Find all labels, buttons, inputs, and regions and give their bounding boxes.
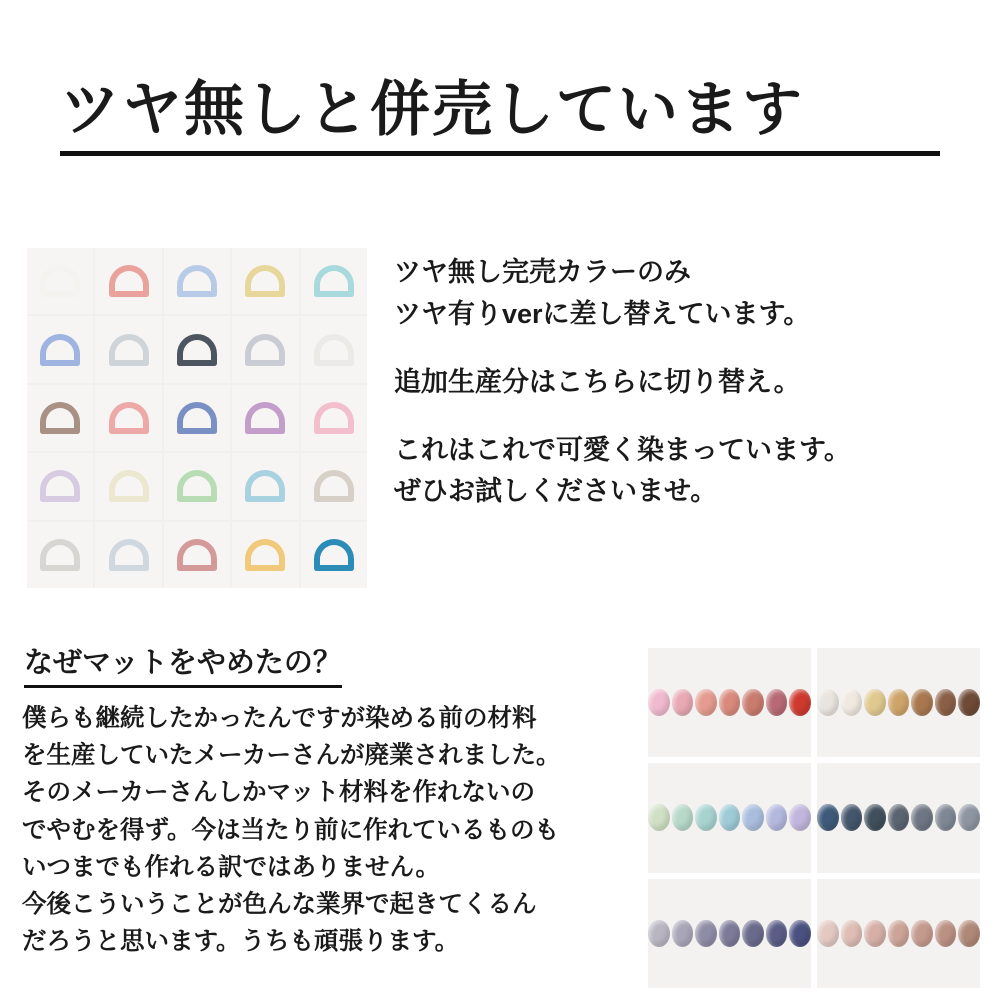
dring-cell (301, 316, 367, 382)
dring-swatch-r1c2 (109, 265, 149, 297)
dring-swatch-r5c3 (177, 539, 217, 571)
bead-swatch (648, 920, 670, 947)
bead-swatch (672, 689, 694, 716)
dring-swatch-r5c2 (109, 539, 149, 571)
dring-swatch-r2c2 (109, 334, 149, 366)
dring-cell (27, 522, 93, 588)
dring-swatch-r3c1 (40, 402, 80, 434)
dring-cell (27, 453, 93, 519)
dring-swatch-r3c2 (109, 402, 149, 434)
bead-swatch (672, 804, 694, 831)
dring-cell (301, 453, 367, 519)
bead-swatch (817, 920, 839, 947)
bead-swatch (958, 804, 980, 831)
dring-cell (232, 453, 298, 519)
dring-swatch-r2c1 (40, 334, 80, 366)
dring-cell (95, 385, 161, 451)
bead-swatch (766, 920, 788, 947)
note-line: これはこれで可愛く染まっています。 (394, 434, 851, 465)
dring-swatch-r4c1 (40, 470, 80, 502)
dring-cell (164, 522, 230, 588)
notes-block (394, 252, 984, 513)
dring-swatch-r1c4 (245, 265, 285, 297)
qa-line: そのメーカーさんしかマット材料を作れないの (22, 779, 536, 807)
bead-swatch (719, 689, 741, 716)
bead-swatch (719, 920, 741, 947)
dring-cell (164, 453, 230, 519)
bead-swatch (864, 920, 886, 947)
qa-line: いつまでも作れる訳ではありません。 (22, 853, 440, 881)
bead-swatch (766, 804, 788, 831)
dring-swatch-r4c4 (245, 470, 285, 502)
dring-swatch-r1c3 (177, 265, 217, 297)
qa-line: 僕らも継続したかったんですが染める前の材料 (22, 705, 537, 732)
dring-swatch-r4c3 (177, 470, 217, 502)
bead-swatch (817, 689, 839, 716)
bead-swatch (817, 804, 839, 831)
dring-cell (301, 248, 367, 314)
note-paragraph-1 (394, 252, 984, 336)
dring-swatch-r5c1 (40, 539, 80, 571)
dring-cell (95, 522, 161, 588)
dring-cell (301, 385, 367, 451)
bead-swatch (841, 920, 863, 947)
dring-swatch-r5c4 (245, 539, 285, 571)
bead-swatch (742, 920, 764, 947)
bead-panel-6 (817, 879, 980, 988)
bead-swatch (719, 804, 741, 831)
bead-panel-2 (817, 648, 980, 757)
bead-panel-5 (648, 879, 811, 988)
dring-cell (27, 248, 93, 314)
bead-swatch (695, 804, 717, 831)
bead-swatch (935, 689, 957, 716)
dring-swatch-r3c5 (314, 402, 354, 434)
bead-panel-1 (648, 648, 811, 757)
dring-swatch-r2c4 (245, 334, 285, 366)
dring-cell (232, 385, 298, 451)
page-title: ツヤ無しと併売しています (60, 78, 940, 156)
bead-swatch (911, 689, 933, 716)
bead-swatch (935, 804, 957, 831)
qa-line: 今後こういうことが色んな業界で起きてくるん (22, 891, 537, 919)
dring-cell (27, 385, 93, 451)
dring-cell (301, 522, 367, 588)
dring-swatch-r1c5 (314, 265, 354, 297)
dring-cell (164, 248, 230, 314)
bead-swatch (888, 920, 910, 947)
bead-swatch (695, 689, 717, 716)
bead-swatch (888, 804, 910, 831)
qa-body (22, 700, 642, 961)
bead-swatch (742, 689, 764, 716)
dring-cell (164, 316, 230, 382)
note-paragraph-2 (394, 362, 984, 404)
bead-photo-grid (648, 648, 980, 988)
note-line: ぜひお試しくださいませ。 (394, 476, 718, 507)
bead-swatch (841, 689, 863, 716)
dring-swatch-r5c5 (314, 539, 354, 571)
bead-swatch (841, 804, 863, 831)
note-line: ツヤ有りverに差し替えています。 (394, 298, 811, 329)
note-line: ツヤ無し完売カラーのみ (394, 257, 691, 287)
bead-panel-4 (817, 763, 980, 872)
bead-swatch (766, 689, 788, 716)
bead-swatch (695, 920, 717, 947)
qa-heading: なぜマットをやめたの？ (24, 640, 342, 688)
bead-swatch (911, 920, 933, 947)
bead-swatch (742, 804, 764, 831)
bead-panel-3 (648, 763, 811, 872)
bead-swatch (648, 804, 670, 831)
dring-cell (232, 522, 298, 588)
bead-swatch (935, 920, 957, 947)
bead-swatch (888, 689, 910, 716)
bead-swatch (672, 920, 694, 947)
dring-swatch-r2c3 (177, 334, 217, 366)
qa-line: を生産していたメーカーさんが廃業されました。 (22, 742, 561, 770)
dring-swatch-r2c5 (314, 334, 354, 366)
note-paragraph-3 (394, 430, 984, 514)
dring-cell (95, 248, 161, 314)
bead-swatch (789, 920, 811, 947)
bead-swatch (958, 920, 980, 947)
dring-cell (95, 316, 161, 382)
dring-swatch-r3c3 (177, 402, 217, 434)
dring-cell (232, 248, 298, 314)
qa-line: だろうと思います。うちも頑張ります。 (22, 928, 460, 956)
dring-cell (232, 316, 298, 382)
dring-swatch-r4c2 (109, 470, 149, 502)
bead-swatch (864, 689, 886, 716)
dring-swatch-r4c5 (314, 470, 354, 502)
dring-color-grid (27, 248, 367, 588)
bead-swatch (789, 804, 811, 831)
bead-swatch (911, 804, 933, 831)
bead-swatch (789, 689, 811, 716)
note-line: 追加生産分はこちらに切り替え。 (394, 366, 801, 397)
bead-swatch (864, 804, 886, 831)
dring-cell (95, 453, 161, 519)
qa-line: でやむを得ず。今は当たり前に作れているものも (22, 816, 560, 844)
dring-swatch-r3c4 (245, 402, 285, 434)
bead-swatch (648, 689, 670, 716)
dring-swatch-r1c1 (40, 265, 80, 297)
bead-swatch (958, 689, 980, 716)
dring-cell (164, 385, 230, 451)
dring-cell (27, 316, 93, 382)
